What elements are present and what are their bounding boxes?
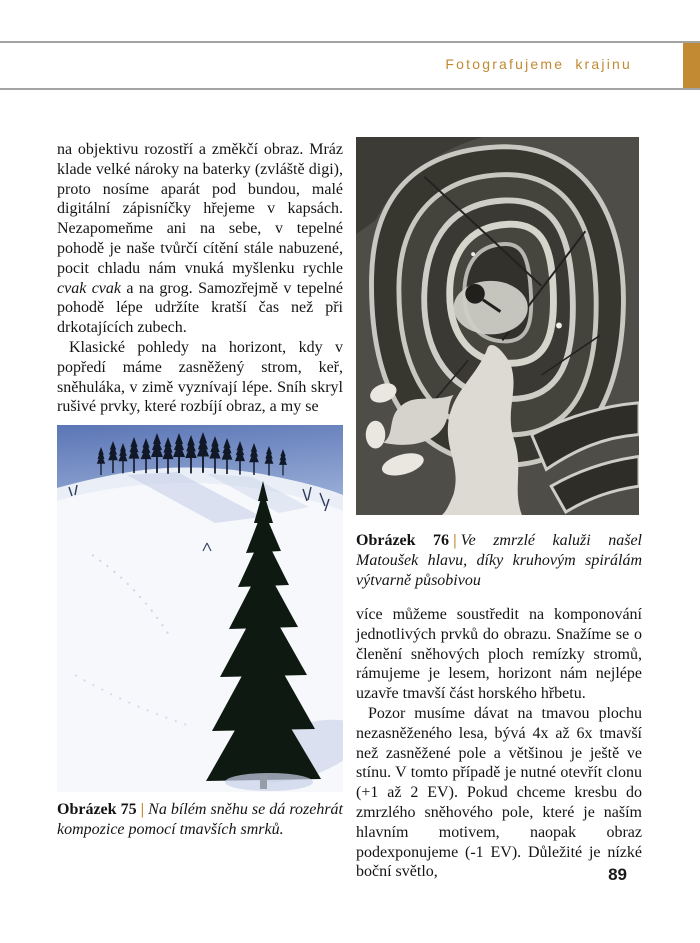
page-number: 89 (608, 865, 627, 884)
header-rule-top (0, 41, 700, 43)
snow-spruce-photo (57, 425, 343, 792)
figure-76-caption (356, 531, 642, 591)
body-paragraph: Pozor musíme dávat na tmavou plochu nezasněženého lesa, bývá 4x až 6x tmavší než zasněžené pole a většinou je ještě ve stínu. V tomto případě je nutné otevřít clonu (+1 až 2 EV). Pokud chceme kresbu do zmrzlého sněhového pole, které je naším hlavním motivem, naopak obraz podexponujeme (-1 EV). Důležité je nízké boční světlo, (356, 704, 642, 881)
frozen-puddle-photo (356, 137, 639, 515)
figure-75 (57, 425, 343, 840)
header-accent-block (683, 43, 700, 88)
caption-text: Ve zmrzlé kaluži našel Matoušek hlavu, díky kruhovým spirálám výtvarně působivou (356, 532, 643, 589)
right-column (356, 137, 642, 882)
body-paragraph: Klasické pohledy na horizont, kdy v popředí máme zasněžený strom, keř, sněhuláka, v zimě vyznívají lépe. Sníh skryl rušivé prvky, které rozbíjí obraz, a my se (57, 338, 343, 416)
leaf-eye (465, 284, 485, 304)
figure-76 (356, 137, 642, 591)
caption-separator: | (453, 532, 457, 549)
chapter-header-title: Fotografujeme krajinu (445, 56, 632, 72)
caption-text: Na bílém sněhu se dá rozehrát kompozice pomocí tmavších smrků. (57, 801, 344, 839)
figure-75-caption (57, 800, 343, 840)
header-rule-bottom (0, 88, 700, 90)
body-paragraph: více můžeme soustředit na komponování jednotlivých prvků do obrazu. Snažíme se o členění sněhových ploch remízky stromů, rámujeme je lesem, horizont nám nejlépe uzavře tmavší část horského hřbetu. (356, 606, 642, 703)
caption-label: Obrázek 76 (356, 532, 450, 549)
left-column (57, 140, 343, 840)
caption-separator: | (140, 801, 145, 819)
body-paragraph: na objektivu rozostří a změkčí obraz. Mráz klade velké nároky na baterky (zvláště digi), proto nosíme aparát pod bundou, malé digitální zápisníčky hřejeme v kapsách. Nezapomeňme ani na sebe, v tepelné pohodě je naše tvůrčí cítění stále nabuzené, pocit chladu nám vnuká myšlenku rychle cvak cvak a na grog. Samozřejmě v tepelné pohodě lépe udržíte kratší čas než při drkotajících zubech. (57, 141, 343, 337)
caption-label: Obrázek 75 (57, 801, 137, 819)
